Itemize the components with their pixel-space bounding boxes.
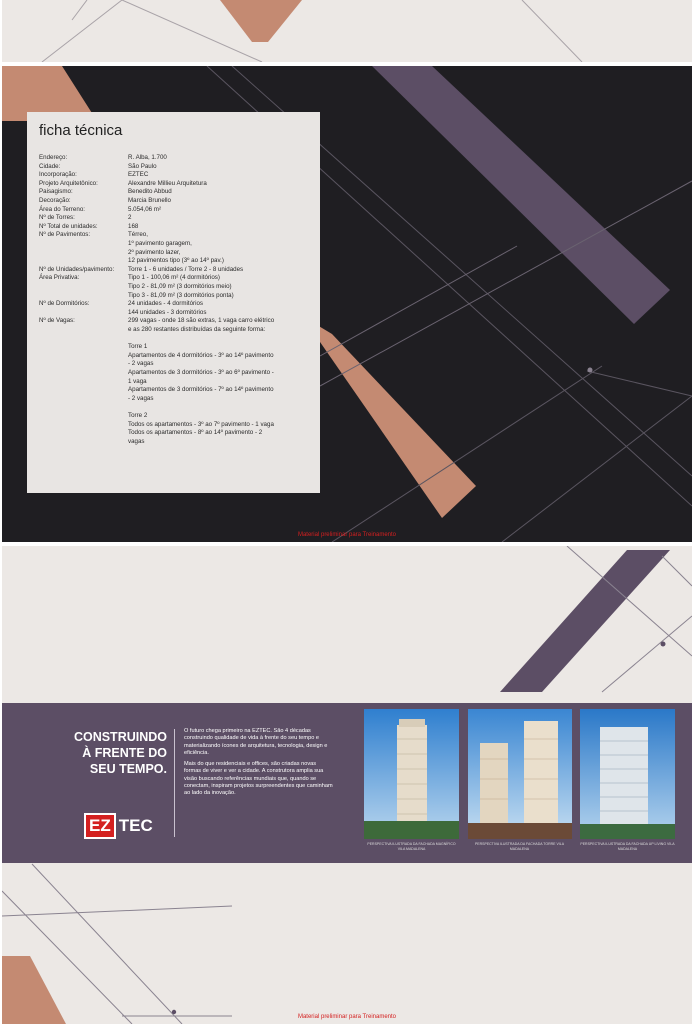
ficha-row-value: 1 vaga — [128, 377, 147, 385]
ficha-row-value: EZTEC — [128, 171, 149, 179]
ficha-row-value: Tipo 3 - 81,09 m² (3 dormitórios ponta) — [128, 291, 234, 299]
ficha-row-key: Projeto Arquitetônico: — [39, 179, 98, 187]
eztec-page — [2, 546, 692, 1024]
footer-note: Material preliminar para Treinamento — [297, 1014, 397, 1020]
building-photo-1 — [364, 709, 459, 839]
building-photo-3 — [580, 709, 675, 839]
ficha-row-value: Torre 2 — [128, 412, 148, 419]
ficha-row-value: 12 pavimentos tipo (3º ao 14º pav.) — [128, 257, 224, 265]
ficha-row-key: Nº de Unidades/pavimento: — [39, 265, 115, 273]
ficha-row-key: Nº de Dormitórios: — [39, 300, 90, 308]
slogan-line: SEU TEMPO. — [89, 762, 167, 776]
ficha-row-key: Nº de Vagas: — [39, 317, 75, 325]
eztec-logo — [84, 813, 153, 839]
photo-caption-3: PERSPECTIVA ILUSTRADA DA FACHADA UP LIVING VILA MADALENA — [580, 842, 675, 851]
top-page-fragment — [2, 0, 692, 62]
ficha-row-value: Todos os apartamentos - 8º ao 14º pavimento - 2 — [128, 429, 263, 437]
ficha-row-value: Apartamentos de 3 dormitórios - 7º ao 14º pavimento — [128, 386, 274, 394]
about-paragraph-1: O futuro chega primeiro na EZTEC. São 4 décadas construindo qualidade de vida à frente do seu tempo e materializando ícones de arquitetura, tecnologia, design e eficiência. — [184, 728, 328, 756]
ficha-row-value: 24 unidades - 4 dormitórios — [128, 300, 203, 308]
ficha-tecnica-page — [2, 66, 692, 542]
ficha-row-value: 144 unidades - 3 dormitórios — [128, 308, 207, 316]
slogan-line: CONSTRUINDO — [73, 730, 167, 744]
footer-note: Material preliminar para Treinamento — [297, 532, 397, 538]
ficha-row-value: Tipo 2 - 81,09 m² (3 dormitórios meio) — [128, 283, 232, 290]
ficha-row-value: e as 280 restantes distribuídas da seguinte forma: — [128, 326, 266, 333]
ficha-row-value: Apartamentos de 4 dormitórios - 3º ao 14º pavimento — [128, 351, 274, 359]
ficha-row-key: Nº de Torres: — [39, 214, 75, 222]
ficha-row-value: - 2 vagas — [128, 394, 154, 402]
ficha-row-value: Torre 1 - 6 unidades / Torre 2 - 8 unidades — [128, 265, 244, 273]
ficha-tecnica-sheet — [27, 112, 320, 493]
ficha-row-value: 1º pavimento garagem, — [128, 240, 192, 247]
logo-ez: EZ — [84, 813, 116, 839]
ficha-row-value: 2º pavimento lazer, — [128, 248, 181, 256]
ficha-title: ficha técnica — [39, 122, 123, 139]
photo-caption-2: PERSPECTIVA ILUSTRADA DA FACHADA TORRE VILA MADALENA — [474, 842, 565, 851]
building-photo-2 — [468, 709, 572, 839]
ficha-row-value: 5.054,06 m² — [128, 205, 162, 213]
ficha-row-key: Cidade: — [39, 162, 61, 170]
ficha-row-key: Nº Total de unidades: — [39, 222, 98, 230]
ficha-row-key: Endereço: — [39, 154, 68, 161]
ficha-row-value: São Paulo — [128, 162, 157, 170]
ficha-row-value: Tipo 1 - 100,06 m² (4 dormitórios) — [128, 274, 220, 282]
ficha-row-value: Apartamentos de 3 dormitórios - 3º ao 6º pavimento - — [128, 369, 274, 376]
ficha-row-value: Benedito Abbud — [128, 188, 172, 196]
ficha-row-key: Paisagismo: — [39, 188, 73, 196]
about-paragraph-2: Mais do que residenciais e offices, são criadas novas formas de viver e ver a cidade. A construtora amplia sua visão buscando referências mundiais que, quando se conectam, inspiram projetos surpreendentes que caminham ao lado da inovação. — [184, 761, 333, 797]
ficha-row-value: Torre 1 — [128, 343, 148, 351]
slogan — [32, 729, 167, 777]
ficha-row-key: Incorporação: — [39, 171, 77, 179]
ficha-row-value: 168 — [128, 222, 139, 230]
ficha-row-value: - 2 vagas — [128, 360, 154, 368]
ficha-row-value: 299 vagas - onde 18 são extras, 1 vaga carro elétrico — [128, 317, 275, 325]
logo-tec: TEC — [118, 816, 153, 835]
ficha-row-value: Todos os apartamentos - 3º ao 7º pavimento - 1 vaga — [128, 420, 274, 428]
ficha-row-key: Nº de Pavimentos: — [39, 231, 91, 239]
photo-caption-1: PERSPECTIVA ILUSTRADA DA FACHADA MAGNÍFICO VILA MADALENA — [367, 842, 456, 851]
eztec-band — [2, 703, 692, 863]
ficha-row-value: R. Alba, 1.700 — [128, 154, 167, 161]
slogan-line: À FRENTE DO — [82, 746, 167, 760]
ficha-row-value: 2 — [128, 214, 132, 222]
top-decor-lines — [2, 0, 692, 62]
ficha-row-value: Marcia Brunello — [128, 197, 171, 204]
ficha-row-value: Alexandre Millieu Arquitetura — [128, 179, 207, 187]
about-text — [184, 728, 334, 802]
ficha-row-key: Área Privativa: — [39, 274, 80, 282]
ficha-row-value: vagas — [128, 437, 145, 445]
ficha-row-key: Área do Terreno: — [39, 205, 85, 213]
ficha-row-value: Térreo, — [128, 231, 148, 239]
ficha-row-key: Decoração: — [39, 197, 71, 204]
divider — [174, 729, 175, 837]
